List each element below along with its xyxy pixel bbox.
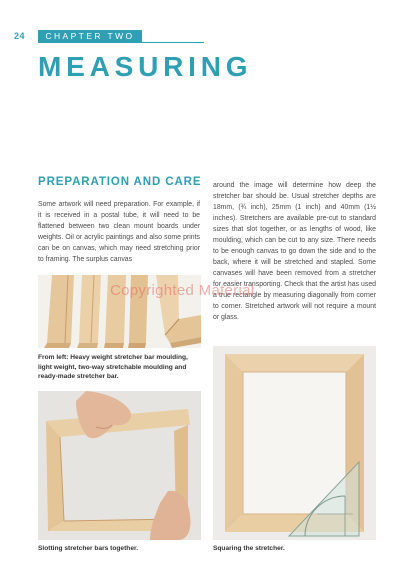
slotting-illustration (38, 391, 201, 540)
left-column-text (38, 199, 200, 265)
left-paragraph: Some artwork will need preparation. For example, if it is received in a postal tube, it will need to be flattened between two clean mount boards under weights. Oil or acrylic paintings and also some prints can be on canvas, which may need stretching prior to framing. The surplus canvas (38, 201, 200, 263)
chapter-rule (142, 42, 204, 43)
copyright-watermark: Copyrighted Material (110, 282, 255, 299)
right-column-text (213, 180, 376, 323)
chapter-banner (38, 30, 142, 43)
slotting-photo (38, 391, 201, 540)
stretcher-bars-caption: From left: Heavy weight stretcher bar moulding, light weight, two-way stretchable moulding and ready-made stretcher bar. (38, 354, 188, 380)
squaring-caption: Squaring the stretcher. (213, 545, 285, 552)
right-paragraph: around the image will determine how deep the stretcher bar should be. Usual stretcher depths are 18mm, (¾ inch), 25mm (1 inch) and 40mm (1½ inches). Stretchers are available pre-cut to standard sizes that slot together, or as lengths of wood, like moulding, which can be cut to any size. There needs to be enough canvas to go down the side and to the back, where it will be stretched and stapled. Some canvases will have been removed from a stretcher for easier transporting. Check that the artist has used a true rectangle by measuring diagonally from corner to corner. Stretched artwork will not require a mount or glass. (213, 182, 376, 321)
section-heading: PREPARATION AND CARE (38, 176, 202, 188)
page-title: MEASURING (38, 51, 253, 82)
squaring-photo (213, 346, 376, 540)
slotting-caption: Slotting stretcher bars together. (38, 545, 139, 552)
page-number: 24 (14, 31, 26, 41)
chapter-label: CHAPTER TWO (45, 31, 135, 41)
squaring-illustration (213, 346, 376, 540)
